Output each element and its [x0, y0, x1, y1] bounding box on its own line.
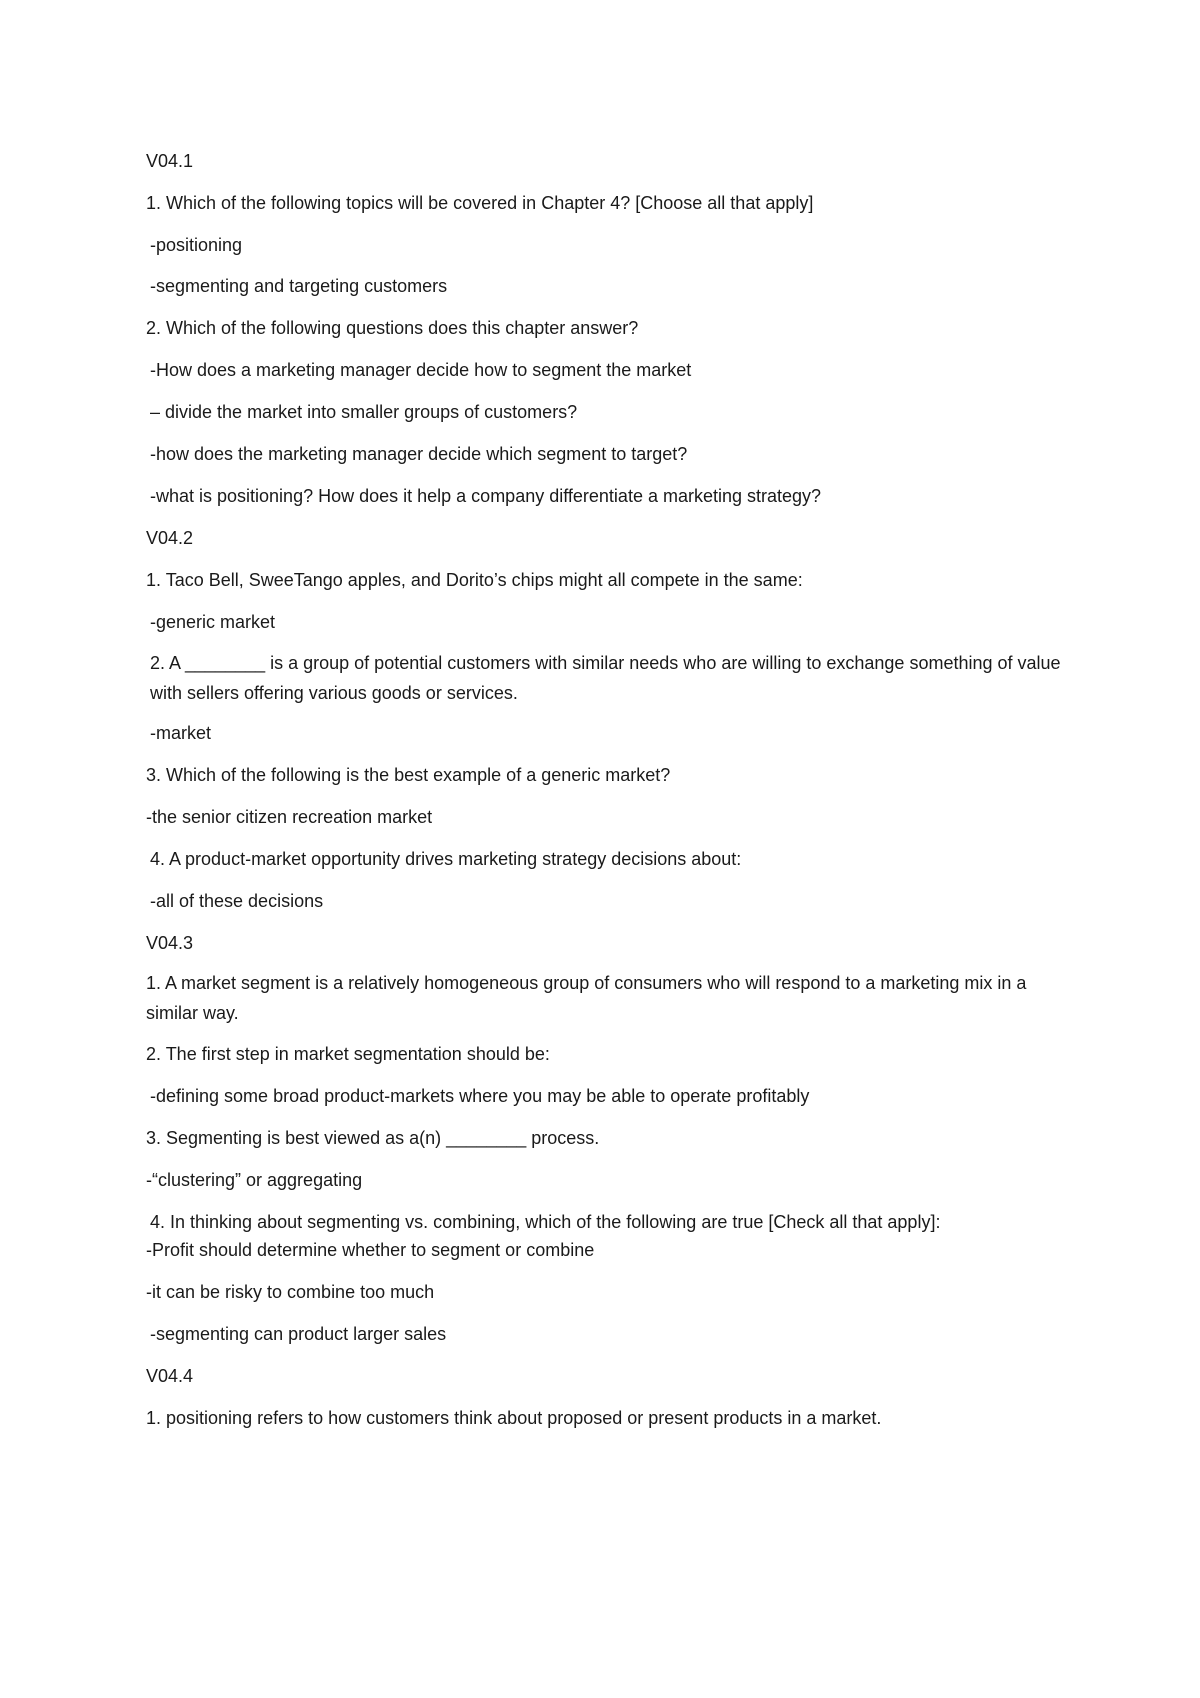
question-text: 3. Which of the following is the best example of a generic market? [146, 765, 671, 785]
answer-text: -How does a marketing manager decide how to segment the market [150, 360, 692, 380]
question-text: 1. Taco Bell, SweeTango apples, and Dorito’s chips might all compete in the same: [146, 570, 803, 590]
answer-text: -it can be risky to combine too much [146, 1282, 435, 1302]
section-heading-v04-2: V04.2 [146, 528, 194, 548]
answer-text: -positioning [150, 235, 243, 255]
question-text: 4. In thinking about segmenting vs. combining, which of the following are true [Check all that apply]: [150, 1212, 941, 1232]
answer-text: -the senior citizen recreation market [146, 807, 433, 827]
answer-text: -Profit should determine whether to segment or combine [146, 1240, 595, 1260]
answer-text: -“clustering” or aggregating [146, 1170, 363, 1190]
question-text: 4. A product-market opportunity drives marketing strategy decisions about: [150, 849, 742, 869]
question-text: 2. The first step in market segmentation should be: [146, 1044, 550, 1064]
answer-text: -segmenting and targeting customers [150, 276, 448, 296]
section-heading-v04-3: V04.3 [146, 933, 194, 953]
section-heading-v04-1: V04.1 [146, 151, 194, 171]
answer-text: -generic market [150, 612, 276, 632]
answer-text: – divide the market into smaller groups of customers? [150, 402, 578, 422]
answer-text: -all of these decisions [150, 891, 324, 911]
answer-text: -how does the marketing manager decide which segment to target? [150, 444, 688, 464]
question-text: 1. A market segment is a relatively homogeneous group of consumers who will respond to a marketing mix in a similar way. [146, 973, 1027, 1023]
answer-text: -what is positioning? How does it help a company differentiate a marketing strategy? [150, 486, 822, 506]
question-text: 3. Segmenting is best viewed as a(n) ________ process. [146, 1128, 600, 1148]
answer-text: -segmenting can product larger sales [150, 1324, 447, 1344]
question-text: 2. Which of the following questions does this chapter answer? [146, 318, 639, 338]
question-text: 2. A ________ is a group of potential customers with similar needs who are willing to exchange something of value with sellers offering various goods or services. [150, 653, 1061, 703]
question-text: 1. positioning refers to how customers think about proposed or present products in a market. [146, 1408, 882, 1428]
answer-text: -market [150, 723, 212, 743]
answer-text: -defining some broad product-markets where you may be able to operate profitably [150, 1086, 810, 1106]
question-text: 1. Which of the following topics will be covered in Chapter 4? [Choose all that apply] [146, 193, 814, 213]
section-heading-v04-4: V04.4 [146, 1366, 194, 1386]
